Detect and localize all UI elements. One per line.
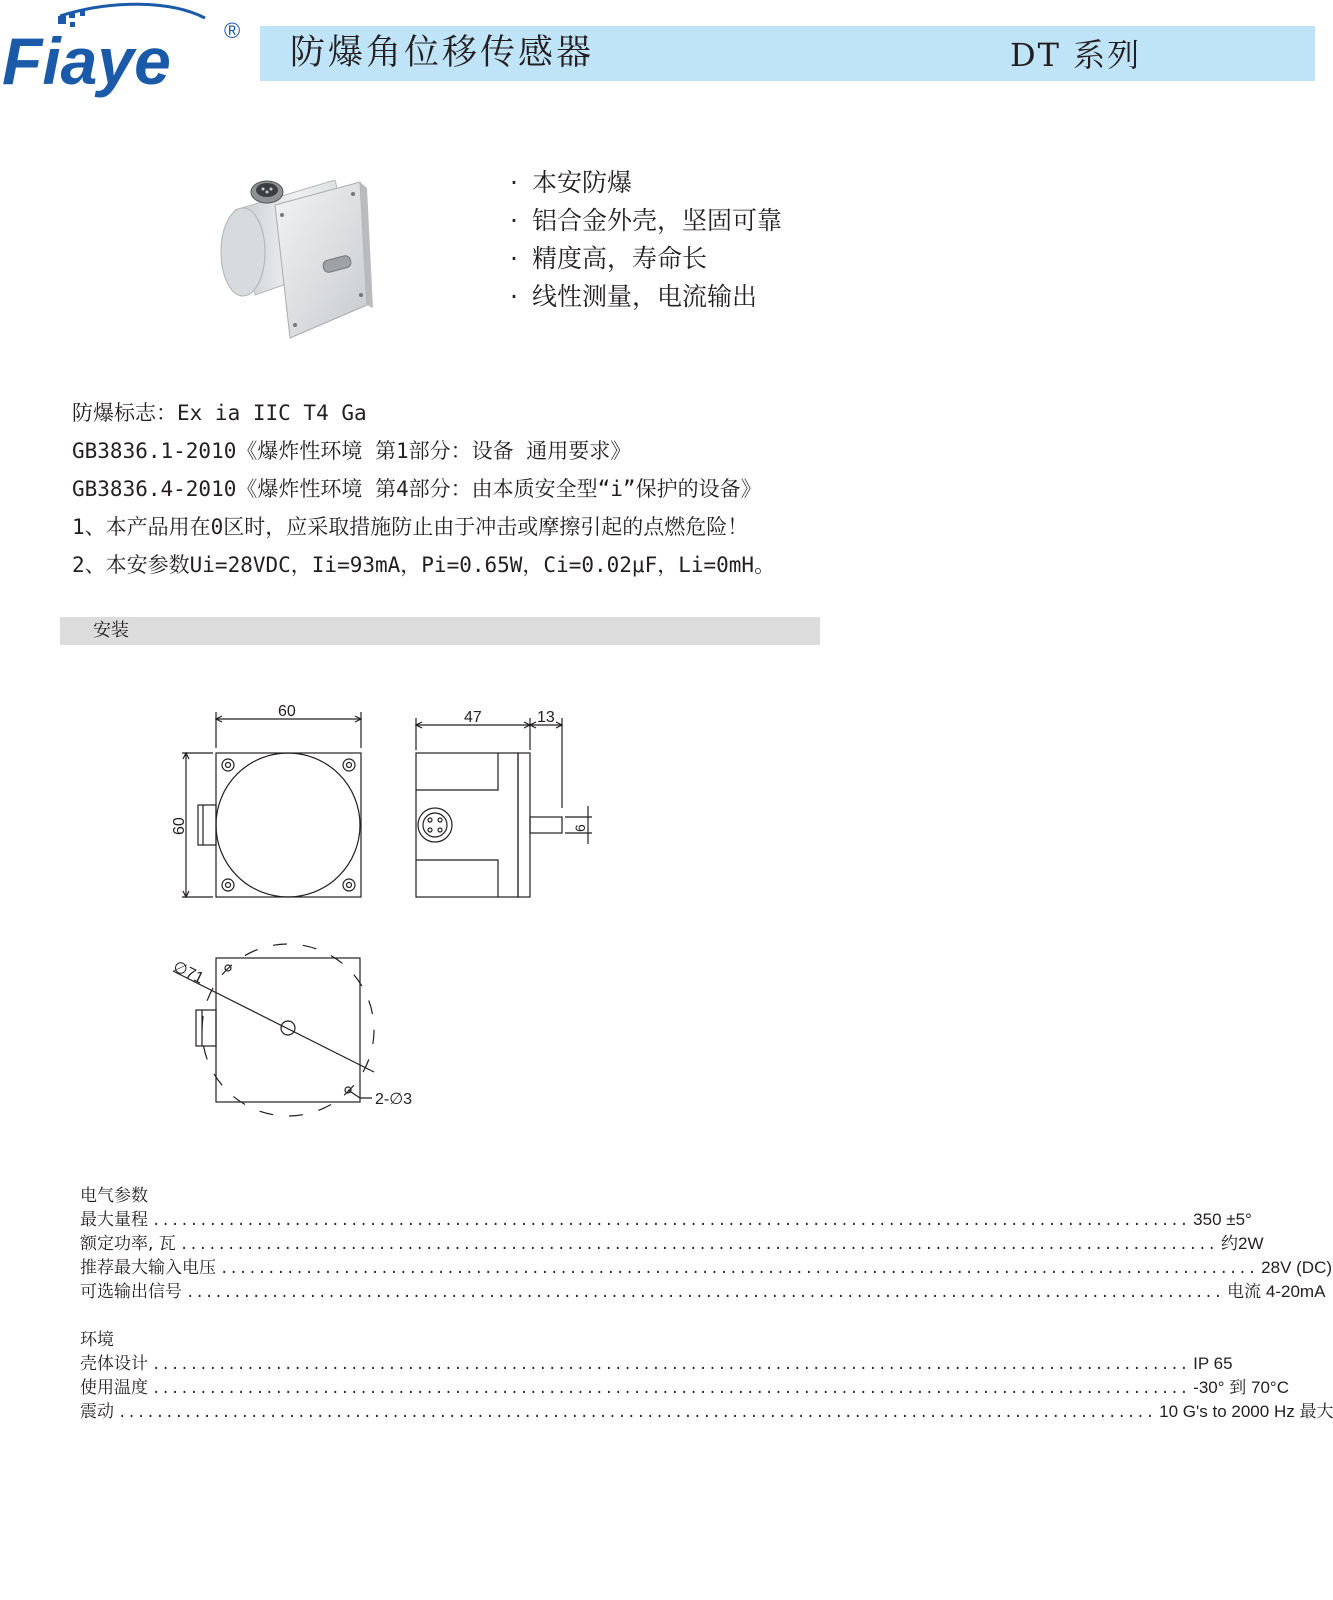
- spec-value: IP 65: [1193, 1354, 1233, 1373]
- section-bar: [60, 617, 820, 645]
- series-label: DT 系列: [1010, 36, 1142, 74]
- explosion-proof-notes: [72, 394, 775, 584]
- environment-params: [80, 1328, 1333, 1424]
- spec-label: 推荐最大输入电压: [80, 1258, 216, 1278]
- leader-dots: ..............................................................................................................: [186, 1285, 1224, 1301]
- spec-row: [80, 1232, 1264, 1256]
- dim-shaft-diameter: 6: [572, 824, 588, 832]
- dim-side-body: 47: [464, 709, 482, 726]
- intrinsic-safety-params: 2、本安参数Ui=28VDC，Ii=93mA，Pi=0.65W，Ci=0.02μF，Li=0mH。: [72, 553, 776, 577]
- brand-logo: [0, 2, 250, 98]
- spec-row: [80, 1208, 1252, 1232]
- feature-item: [510, 278, 782, 316]
- spec-row: [80, 1256, 1333, 1280]
- spec-value: 约2W: [1220, 1234, 1264, 1253]
- leader-dots: ..............................................................................................................: [152, 1381, 1190, 1397]
- spec-value: 电流 4-20mA: [1227, 1282, 1326, 1301]
- spec-label: 额定功率, 瓦: [80, 1234, 176, 1254]
- spec-row: [80, 1352, 1233, 1376]
- electrical-heading: 电气参数: [80, 1186, 148, 1206]
- dim-side-shaft: 13: [537, 709, 555, 726]
- dim-holes: 2-∅3: [375, 1091, 413, 1108]
- spec-label: 最大量程: [80, 1210, 148, 1230]
- ex-marking: 防爆标志：Ex ia IIC T4 Ga: [72, 401, 367, 425]
- feature-text: 铝合金外壳，坚固可靠: [532, 206, 783, 235]
- leader-dots: ..............................................................................................................: [152, 1357, 1190, 1373]
- feature-item: [510, 202, 782, 240]
- zone0-warning: 1、本产品用在0区时，应采取措施防止由于冲击或摩擦引起的点燃危险！: [72, 515, 749, 539]
- spec-value: -30° 到 70°C: [1193, 1378, 1289, 1397]
- dim-front-width: 60: [278, 703, 296, 720]
- spec-label: 使用温度: [80, 1378, 148, 1398]
- rotary-sensor-photo: [215, 170, 380, 345]
- leader-dots: ..............................................................................................................: [220, 1261, 1258, 1277]
- bullet: ·: [510, 206, 518, 235]
- standard-gb3836-4: GB3836.4-2010《爆炸性环境 第4部分：由本质安全型“i”保护的设备》: [72, 477, 762, 501]
- front-view-drawing: [182, 712, 361, 897]
- dim-front-height: 60: [171, 817, 188, 835]
- installation-drawings: [0, 690, 640, 1130]
- bullet: ·: [510, 244, 518, 273]
- spec-row: [80, 1400, 1333, 1424]
- spec-row: [80, 1376, 1289, 1400]
- spec-label: 壳体设计: [80, 1354, 148, 1374]
- page-title: 防爆角位移传感器: [290, 33, 595, 73]
- standard-gb3836-1: GB3836.1-2010《爆炸性环境 第1部分：设备 通用要求》: [72, 439, 632, 463]
- environment-heading: 环境: [80, 1330, 114, 1350]
- logo-text: Fiaye: [2, 24, 171, 98]
- leader-dots: ..............................................................................................................: [179, 1237, 1217, 1253]
- leader-dots: ..............................................................................................................: [152, 1213, 1190, 1229]
- side-view-drawing: [416, 718, 592, 897]
- spec-label: 震动: [80, 1402, 114, 1422]
- feature-item: [510, 164, 782, 202]
- spec-row: [80, 1280, 1326, 1304]
- feature-list: [510, 164, 782, 316]
- bullet: ·: [510, 168, 518, 197]
- section-title-install: 安装: [93, 620, 129, 641]
- spec-value: 28V (DC): [1261, 1258, 1333, 1277]
- feature-text: 精度高，寿命长: [532, 244, 708, 273]
- feature-text: 线性测量，电流输出: [532, 282, 758, 311]
- feature-text: 本安防爆: [532, 168, 633, 197]
- dim-circle-diameter: ∅71: [170, 958, 207, 988]
- spec-value: 10 G's to 2000 Hz 最大: [1159, 1402, 1333, 1421]
- registered-mark: ®: [224, 18, 241, 43]
- feature-item: [510, 240, 782, 278]
- leader-dots: ..............................................................................................................: [118, 1405, 1156, 1421]
- bullet: ·: [510, 282, 518, 311]
- spec-value: 350 ±5°: [1193, 1210, 1252, 1229]
- electrical-params: [80, 1184, 1333, 1304]
- spec-label: 可选输出信号: [80, 1282, 182, 1302]
